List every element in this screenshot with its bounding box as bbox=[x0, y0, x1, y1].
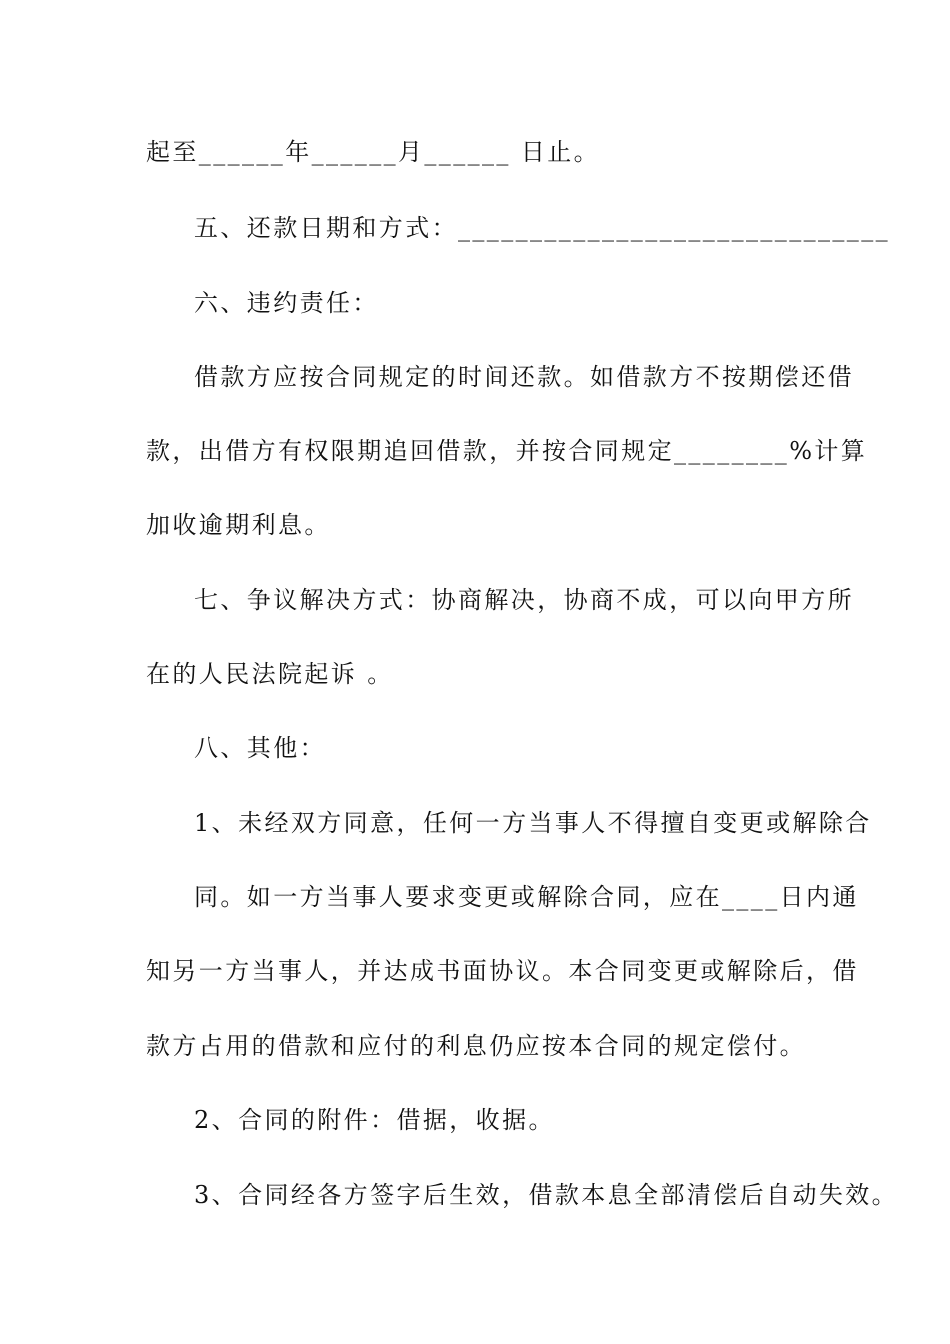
section-heading-other: 八、其他： bbox=[194, 734, 326, 762]
paragraph-line: 款，出借方有权限期追回借款，并按合同规定________%计算 bbox=[146, 437, 868, 465]
text-line-term-end: 起至______年______月______ 日止。 bbox=[146, 138, 601, 166]
clause-line: 同。如一方当事人要求变更或解除合同，应在____日内通 bbox=[194, 883, 859, 911]
paragraph-line: 借款方应按合同规定的时间还款。如借款方不按期偿还借 bbox=[194, 363, 854, 391]
clause-line: 2、合同的附件：借据，收据。 bbox=[194, 1106, 555, 1134]
clause-line: 3、合同经各方签字后生效，借款本息全部清偿后自动失效。 bbox=[194, 1181, 899, 1209]
section-heading-dispute: 七、争议解决方式：协商解决，协商不成，可以向甲方所 bbox=[194, 586, 854, 614]
paragraph-line: 在的人民法院起诉 。 bbox=[146, 660, 394, 688]
clause-line: 1、未经双方同意，任何一方当事人不得擅自变更或解除合 bbox=[194, 809, 872, 837]
section-heading-liability: 六、违约责任： bbox=[194, 289, 379, 317]
section-heading-repayment: 五、还款日期和方式：______________________________ bbox=[194, 214, 890, 242]
paragraph-line: 加收逾期利息。 bbox=[146, 511, 331, 539]
clause-line: 款方占用的借款和应付的利息仍应按本合同的规定偿付。 bbox=[146, 1032, 806, 1060]
clause-line: 知另一方当事人，并达成书面协议。本合同变更或解除后，借 bbox=[146, 957, 859, 985]
